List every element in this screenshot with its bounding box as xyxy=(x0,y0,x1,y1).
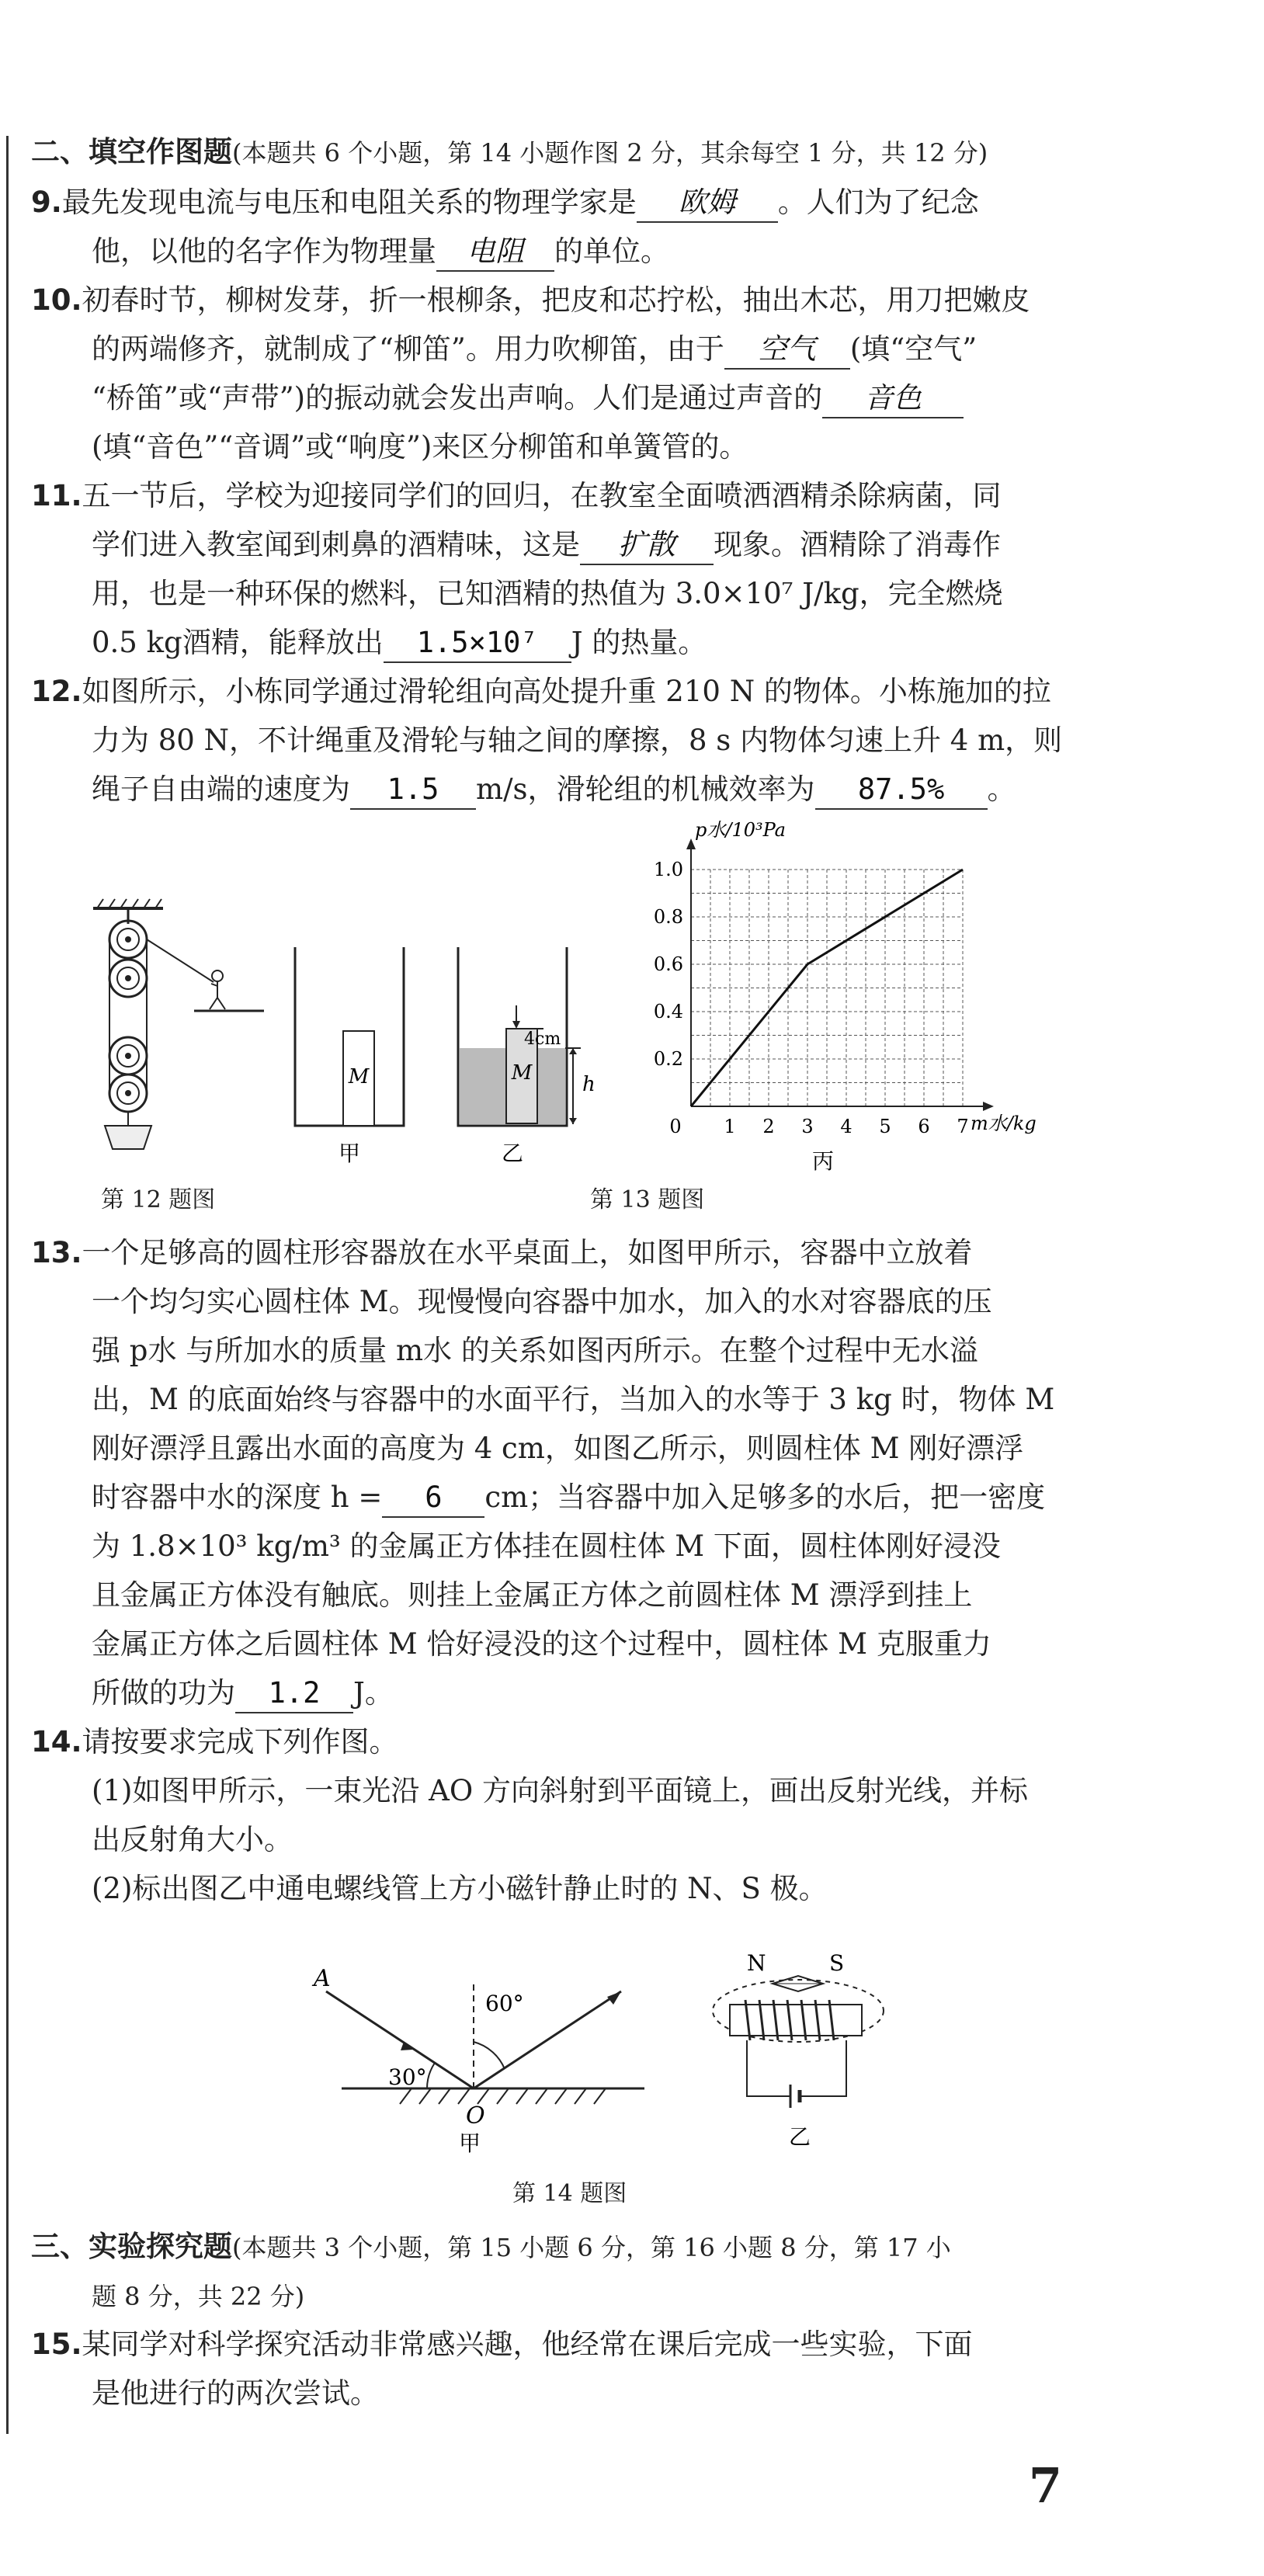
q10-text: “桥笛”或“声带”)的振动就会发出声响。人们是通过声音的 xyxy=(92,381,823,415)
q10-text: 初春时节，柳树发芽，折一根柳条，把皮和芯拧松，抽出木芯，用刀把嫩皮 xyxy=(82,283,1030,317)
q11-answer-1: 扩散 xyxy=(580,526,714,565)
q14-text: (1)如图甲所示，一束光沿 AO 方向斜射到平面镜上，画出反射光线，并标 xyxy=(92,1774,1028,1807)
q13-answer-2: 1.2 xyxy=(235,1675,353,1713)
q13-line-1 xyxy=(31,1234,973,1272)
figure-14-solenoid xyxy=(699,1941,901,2158)
q10-text: 的两端修齐，就制成了“柳笛”。用力吹柳笛，由于 xyxy=(92,332,724,366)
section-3-note-1: (本题共 3 个小题，第 15 小题 6 分，第 16 小题 8 分，第 17 小 xyxy=(232,2233,951,2262)
fig13-yi-M: M xyxy=(511,1061,533,1085)
fig14-label-S: S xyxy=(829,1950,845,1976)
x-tick-label: 2 xyxy=(762,1116,775,1137)
section-3-note-2: 题 8 分，共 22 分) xyxy=(92,2282,305,2311)
figure-14-caption: 第 14 题图 xyxy=(512,2180,627,2207)
q13-line-8 xyxy=(92,1577,972,1614)
q15-line-2 xyxy=(92,2375,379,2412)
y-tick-label: 0.8 xyxy=(653,906,683,928)
q13-text: 为 1.8×10³ kg/m³ 的金属正方体挂在圆柱体 M 下面，圆柱体刚好浸没 xyxy=(92,1529,1001,1563)
q12-number: 12. xyxy=(31,675,82,708)
q10-line-4 xyxy=(92,429,748,466)
q13-line-4 xyxy=(92,1381,1054,1418)
q12-line-1 xyxy=(31,673,1051,710)
q15-text: 某同学对科学探究活动非常感兴趣，他经常在课后完成一些实验，下面 xyxy=(82,2328,973,2361)
q13-text: 金属正方体之后圆柱体 M 恰好浸没的这个过程中，圆柱体 M 克服重力 xyxy=(92,1627,991,1661)
q11-text: 学们进入教室闻到刺鼻的酒精味，这是 xyxy=(92,528,580,561)
chart-xlabel: m水/kg xyxy=(971,1113,1037,1134)
fig13-jia-M: M xyxy=(348,1065,370,1088)
fig13-label-yi: 乙 xyxy=(501,1140,524,1165)
y-tick-label: 0.2 xyxy=(653,1048,683,1070)
section-3-header-cont xyxy=(92,2277,304,2315)
q10-answer-2: 音色 xyxy=(822,380,964,418)
q12-line-3 xyxy=(92,771,1016,810)
y-tick-label: 0.6 xyxy=(653,953,683,975)
fig13-dim-h: h xyxy=(582,1073,596,1096)
q12-answer-2: 87.5% xyxy=(815,771,988,810)
figure-13-chart xyxy=(637,811,1048,1184)
q13-line-7 xyxy=(92,1528,1001,1565)
section-3-header xyxy=(31,2228,951,2266)
q10-line-1 xyxy=(31,282,1030,319)
q9-answer-1: 欧姆 xyxy=(637,184,778,223)
q11-text: J 的热量。 xyxy=(571,626,707,659)
q11-line-2 xyxy=(92,526,1001,565)
q14-number: 14. xyxy=(31,1725,82,1758)
q13-line-2 xyxy=(92,1283,992,1321)
fig14-label-A: A xyxy=(314,1965,331,1992)
q13-text: 一个均匀实心圆柱体 M。现慢慢向容器中加水，加入的水对容器底的压 xyxy=(92,1285,992,1318)
q11-number: 11. xyxy=(31,479,82,512)
q15-line-1 xyxy=(31,2326,973,2363)
x-tick-label: 5 xyxy=(879,1116,891,1137)
fig14-label-jia: 甲 xyxy=(458,2130,481,2156)
q14-line-1 xyxy=(31,1724,398,1761)
chart-grid xyxy=(691,870,963,1106)
q13-line-5 xyxy=(92,1430,1023,1467)
section-3-title: 三、实验探究题 xyxy=(31,2230,232,2263)
q12-text: 绳子自由端的速度为 xyxy=(92,772,350,806)
x-tick-label: 0 xyxy=(669,1116,682,1137)
x-tick-label: 7 xyxy=(957,1116,969,1137)
x-axis-arrow xyxy=(983,1102,994,1111)
x-tick-label: 6 xyxy=(918,1116,930,1137)
q13-text: J。 xyxy=(353,1676,394,1710)
figure-13-caption: 第 13 题图 xyxy=(590,1186,705,1213)
q9-answer-2: 电阻 xyxy=(436,233,554,272)
q12-answer-1: 1.5 xyxy=(350,771,476,810)
fig13-dim-4cm: 4cm xyxy=(524,1029,561,1049)
q13-text: 所做的功为 xyxy=(92,1676,235,1710)
fig14-label-O: O xyxy=(466,2102,485,2130)
page-number: 7 xyxy=(1028,2457,1062,2514)
q10-line-2 xyxy=(92,331,977,370)
q9-line-1 xyxy=(31,184,979,223)
section-2-note: (本题共 6 个小题，第 14 小题作图 2 分，其余每空 1 分，共 12 分) xyxy=(232,138,988,168)
q12-text: 。 xyxy=(987,772,1016,806)
q10-line-3 xyxy=(92,380,964,418)
section-2-header xyxy=(31,134,988,172)
q14-text: (2)标出图乙中通电螺线管上方小磁针静止时的 N、S 极。 xyxy=(92,1872,828,1905)
q11-line-4 xyxy=(92,624,707,663)
fig14-label-N: N xyxy=(747,1950,766,1976)
q13-text: 一个足够高的圆柱形容器放在水平桌面上，如图甲所示，容器中立放着 xyxy=(82,1236,973,1269)
q9-line-2 xyxy=(92,233,669,272)
q12-text: m/s，滑轮组的机械效率为 xyxy=(476,772,815,806)
figure-14-mirror xyxy=(295,1949,652,2158)
q13-text: cm；当容器中加入足够多的水后，把一密度 xyxy=(484,1481,1046,1514)
q14-text: 出反射角大小。 xyxy=(92,1823,293,1856)
q10-text: (填“音色”“音调”或“响度”)来区分柳笛和单簧管的。 xyxy=(92,430,748,463)
q13-text: 出，M 的底面始终与容器中的水面平行，当加入的水等于 3 kg 时，物体 M xyxy=(92,1383,1055,1416)
q15-text: 是他进行的两次尝试。 xyxy=(92,2376,379,2410)
q13-line-10 xyxy=(92,1675,394,1713)
y-tick-label: 1.0 xyxy=(653,859,683,880)
q14-line-4 xyxy=(92,1870,828,1908)
q13-line-9 xyxy=(92,1626,991,1663)
q11-text: 用，也是一种环保的燃料，已知酒精的热值为 3.0×10⁷ J/kg，完全燃烧 xyxy=(92,577,1003,610)
q10-number: 10. xyxy=(31,283,82,317)
q9-text: 的单位。 xyxy=(554,234,669,268)
q11-answer-2: 1.5×10⁷ xyxy=(384,624,571,663)
figure-12-caption: 第 12 题图 xyxy=(101,1186,216,1213)
q13-text: 时容器中水的深度 h = xyxy=(92,1481,383,1514)
q13-line-3 xyxy=(92,1332,978,1370)
q14-line-3 xyxy=(92,1821,293,1859)
q12-line-2 xyxy=(92,722,1062,759)
q14-line-2 xyxy=(92,1772,1028,1810)
chart-ylabel: p水/10³Pa xyxy=(695,819,786,841)
figure-12-pulley xyxy=(78,893,280,1165)
x-tick-label: 3 xyxy=(801,1116,814,1137)
fig13-label-jia: 甲 xyxy=(338,1140,361,1165)
figure-13-containers xyxy=(287,932,613,1165)
q9-text: 最先发现电流与电压和电阻关系的物理学家是 xyxy=(61,186,637,219)
fig14-angle-30: 30° xyxy=(388,2064,427,2090)
q9-text: 。人们为了纪念 xyxy=(777,186,979,219)
fig14-label-yi: 乙 xyxy=(788,2124,811,2150)
y-tick-label: 0.4 xyxy=(653,1001,683,1022)
fig14-angle-60: 60° xyxy=(485,1991,524,2016)
q10-text: (填“空气” xyxy=(849,332,978,366)
q13-number: 13. xyxy=(31,1236,82,1269)
q11-text: 五一节后，学校为迎接同学们的回归，在教室全面喷洒酒精杀除病菌，同 xyxy=(82,479,1002,512)
x-tick-label: 1 xyxy=(724,1116,736,1137)
q9-number: 9. xyxy=(31,186,62,219)
q12-text: 如图所示，小栋同学通过滑轮组向高处提升重 210 N 的物体。小栋施加的拉 xyxy=(82,675,1051,708)
q11-text: 现象。酒精除了消毒作 xyxy=(714,528,1001,561)
q13-text: 且金属正方体没有触底。则挂上金属正方体之前圆柱体 M 漂浮到挂上 xyxy=(92,1578,973,1612)
q13-line-6 xyxy=(92,1479,1045,1518)
x-tick-label: 4 xyxy=(840,1116,853,1137)
q11-line-1 xyxy=(31,477,1002,515)
q13-answer-1: 6 xyxy=(382,1479,484,1518)
q11-line-3 xyxy=(92,575,1003,613)
q10-answer-1: 空气 xyxy=(724,331,850,370)
section-2-title: 二、填空作图题 xyxy=(31,135,232,168)
q11-text: 0.5 kg酒精，能释放出 xyxy=(92,626,384,659)
q15-number: 15. xyxy=(31,2328,82,2361)
q12-text: 力为 80 N，不计绳重及滑轮与轴之间的摩擦，8 s 内物体匀速上升 4 m，则 xyxy=(92,724,1063,757)
q13-text: 强 p水 与所加水的质量 m水 的关系如图丙所示。在整个过程中无水溢 xyxy=(92,1334,978,1367)
q14-text: 请按要求完成下列作图。 xyxy=(82,1725,398,1758)
fig13-label-bing: 丙 xyxy=(811,1148,835,1174)
q13-text: 刚好漂浮且露出水面的高度为 4 cm，如图乙所示，则圆柱体 M 刚好漂浮 xyxy=(92,1432,1024,1465)
margin-rule xyxy=(6,136,9,2434)
q9-text: 他，以他的名字作为物理量 xyxy=(92,234,436,268)
